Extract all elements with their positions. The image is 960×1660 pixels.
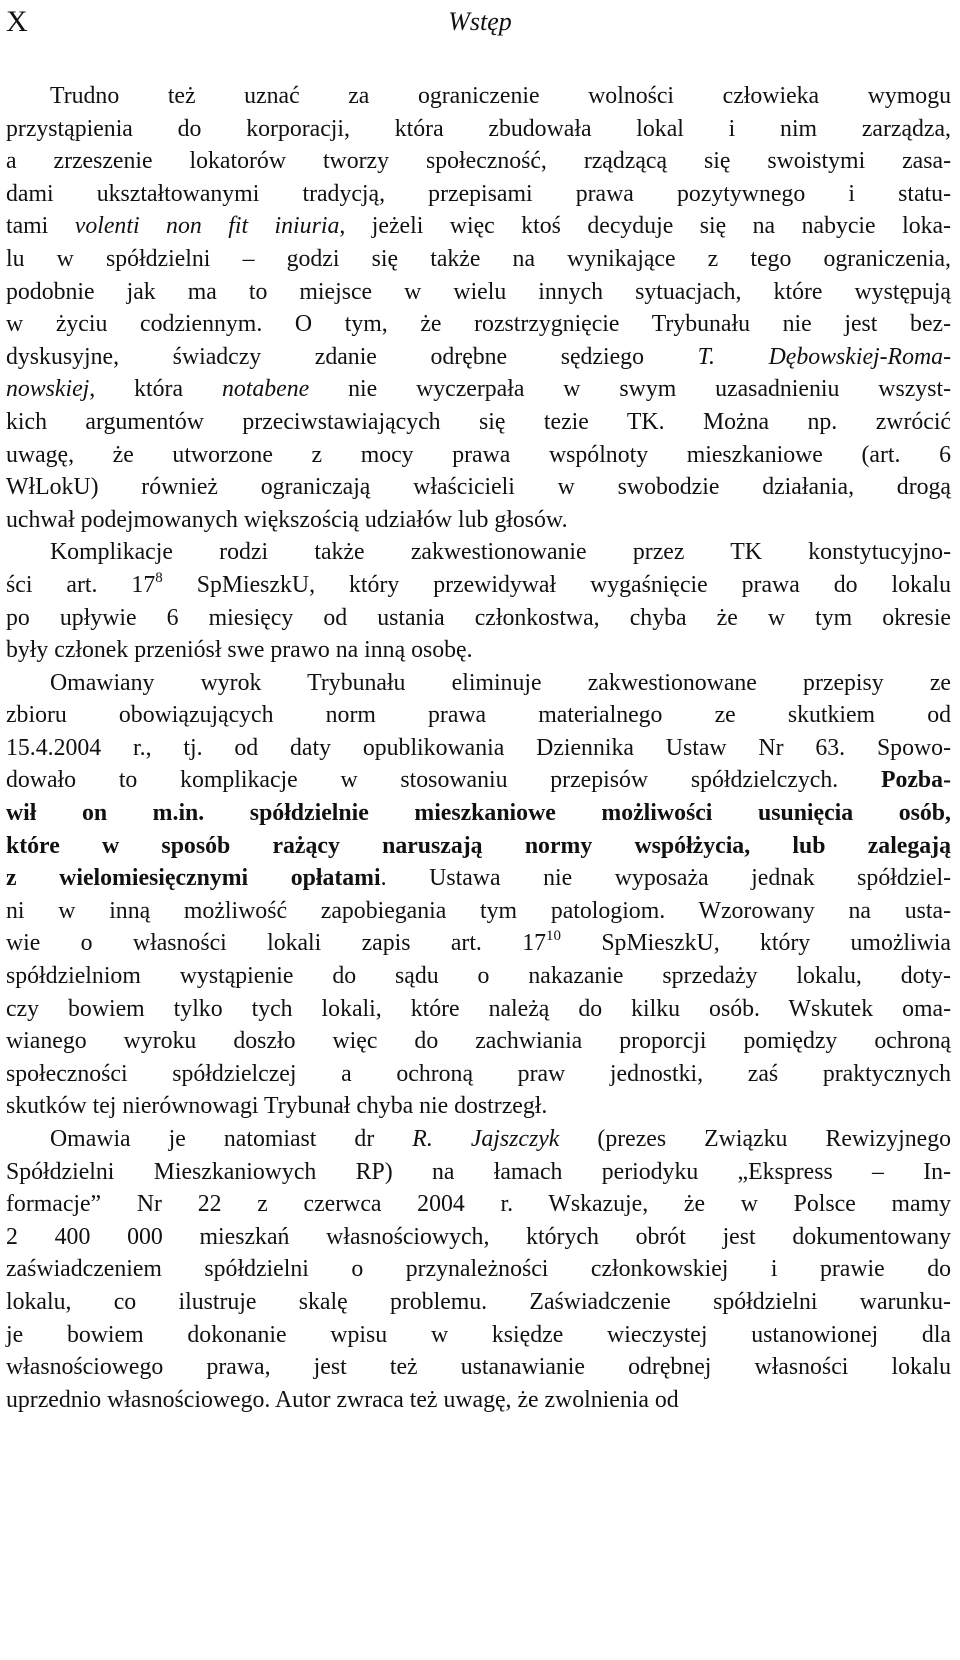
text-run: spółdzielniom wystąpienie do sądu o nakazanie sprzedaży lokalu, doty- [6, 963, 951, 990]
text-run: lokalu, co ilustruje skalę problemu. Zaświadczenie spółdzielni warunku- [6, 1288, 951, 1315]
text-line [6, 439, 951, 472]
text-line [6, 1090, 951, 1123]
text-run: uwagę, że utworzone z mocy prawa wspólnoty mieszkaniowe (art. 6 [6, 441, 951, 468]
text-line [6, 504, 951, 537]
text-run: po upływie 6 miesięcy od ustania członkostwa, chyba że w tym okresie [6, 604, 951, 631]
text-run: Trudno też uznać za ograniczenie wolności człowieka wymogu [50, 83, 951, 109]
text-run: SpMieszkU, który umożliwia [561, 930, 951, 957]
text-line [6, 536, 951, 569]
text-run: volenti non fit iniuria [74, 213, 340, 240]
text-line [6, 1025, 951, 1058]
text-run: (prezes Związku Rewizyjnego [559, 1126, 952, 1152]
text-run: kich argumentów przeciwstawiających się tezie TK. Można np. zwrócić [6, 408, 951, 435]
text-line [6, 210, 951, 243]
running-head: Wstęp [448, 7, 512, 36]
superscript: 10 [546, 928, 561, 945]
text-line [6, 243, 951, 276]
text-run: ni w inną możliwość zapobiegania tym patologiom. Wzorowany na usta- [6, 897, 951, 924]
text-line [6, 960, 951, 993]
text-line [6, 1384, 951, 1417]
text-line [6, 1221, 951, 1254]
text-run: społeczności spółdzielczej a ochroną praw jednostki, zaś praktycznych [6, 1060, 951, 1087]
text-run: wił on m.in. spółdzielnie mieszkaniowe możliwości usunięcia osób, [6, 800, 951, 827]
text-run: formacje” Nr 22 z czerwca 2004 r. Wskazuje, że w Polsce mamy [6, 1191, 951, 1218]
text-run: czy bowiem tylko tych lokali, które należą do kilku osób. Wskutek oma- [6, 995, 951, 1022]
text-line [6, 178, 951, 211]
text-run: WłLokU) również ograniczają właścicieli w swobodzie działania, drogą [6, 474, 951, 501]
text-run: zaświadczeniem spółdzielni o przynależności członkowskiej i prawie do [6, 1256, 951, 1283]
text-line [6, 308, 951, 341]
text-run: Spółdzielni Mieszkaniowych RP) na łamach periodyku „Ekspress – In- [6, 1158, 951, 1185]
text-run: podobnie jak ma to miejsce w wielu innych sytuacjach, które występują [6, 278, 951, 305]
text-line [6, 927, 951, 960]
text-line [6, 406, 951, 439]
text-run: były członek przeniósł swe prawo na inną osobę. [6, 637, 473, 664]
text-run: notabene [221, 376, 310, 403]
text-run: uchwał podejmowanych większością udziałów lub głosów. [6, 506, 568, 533]
text-line [6, 993, 951, 1026]
text-run: ści art. 17 [6, 571, 156, 598]
text-run: R. Jajszczyk [412, 1126, 560, 1152]
text-run: wie o własności lokali zapis art. 17 [6, 930, 546, 957]
text-line [6, 113, 951, 146]
text-run: wianego wyroku doszło więc do zachwiania proporcji pomiędzy ochroną [6, 1028, 951, 1055]
text-line [6, 373, 951, 406]
text-run: z wielomiesięcznymi opłatami [6, 865, 381, 892]
text-line [6, 830, 951, 863]
text-line [6, 764, 951, 797]
text-line [6, 276, 951, 309]
text-run: 15.4.2004 r., tj. od daty opublikowania Dziennika Ustaw Nr 63. Spowo- [6, 734, 951, 761]
text-run: lu w spółdzielni – godzi się także na wynikające z tego ograniczenia, [6, 245, 951, 272]
text-run: nowskiej [6, 376, 90, 403]
text-line [6, 862, 951, 895]
text-run: . Ustawa nie wyposaża jednak spółdziel- [380, 865, 952, 892]
body-text [6, 80, 951, 1416]
text-line [6, 1058, 951, 1091]
text-line [6, 145, 951, 178]
text-line [6, 1188, 951, 1221]
text-run: nie wyczerpała w swym uzasadnieniu wszyst- [309, 376, 951, 403]
text-run: dowało to komplikacje w stosowaniu przepisów spółdzielczych. [6, 767, 881, 794]
text-line [6, 80, 951, 113]
text-line [6, 471, 951, 504]
text-run: a zrzeszenie lokatorów tworzy społeczność, rządzącą się swoistymi zasa- [6, 148, 951, 175]
text-run: przystąpienia do korporacji, która zbudowała lokal i nim zarządza, [6, 115, 951, 142]
text-run: Omawiany wyrok Trybunału eliminuje zakwestionowane przepisy ze [50, 669, 951, 696]
text-run: , która [89, 376, 222, 403]
text-run: Komplikacje rodzi także zakwestionowanie przez TK konstytucyjno- [50, 539, 951, 566]
text-run: tami [6, 213, 75, 240]
text-line [6, 1286, 951, 1319]
text-line [6, 1253, 951, 1286]
text-line [6, 1156, 951, 1189]
superscript: 8 [155, 569, 163, 586]
text-line [6, 1319, 951, 1352]
text-run: SpMieszkU, który przewidywał wygaśnięcie prawa do lokalu [162, 571, 952, 598]
text-run: 2 400 000 mieszkań własnościowych, których obrót jest dokumentowany [6, 1223, 951, 1250]
text-run: uprzednio własnościowego. Autor zwraca też uwagę, że zwolnienia od [6, 1386, 679, 1413]
text-line [6, 667, 951, 700]
text-line [6, 634, 951, 667]
paragraph [6, 536, 951, 666]
text-line [6, 1123, 951, 1156]
text-line [6, 569, 951, 602]
paragraph [6, 80, 951, 536]
text-run: Pozba- [880, 767, 951, 794]
text-run: dami ukształtowanymi tradycją, przepisami prawa pozytywnego i statu- [6, 180, 951, 207]
paragraph [6, 1123, 951, 1416]
text-line [6, 895, 951, 928]
text-line [6, 1351, 951, 1384]
text-run: w życiu codziennym. O tym, że rozstrzygnięcie Trybunału nie jest bez- [6, 311, 951, 338]
text-line [6, 797, 951, 830]
text-run: skutków tej nierównowagi Trybunał chyba nie dostrzegł. [6, 1093, 548, 1120]
text-run: je bowiem dokonanie wpisu w księdze wieczystej ustanowionej dla [6, 1321, 951, 1348]
paragraph [6, 667, 951, 1123]
text-run: Omawia je natomiast dr [50, 1126, 413, 1152]
text-line [6, 341, 951, 374]
text-line [6, 602, 951, 635]
text-run: własnościowego prawa, jest też ustanawianie odrębnej własności lokalu [6, 1354, 951, 1381]
text-run: , jeżeli więc ktoś decyduje się na nabycie loka- [339, 213, 951, 240]
text-run: T. Dębowskiej-Roma- [697, 343, 951, 370]
text-run: zbioru obowiązujących norm prawa materialnego ze skutkiem od [6, 702, 951, 729]
text-run: dyskusyjne, świadczy zdanie odrębne sędziego [6, 343, 698, 370]
text-line [6, 732, 951, 765]
text-run: które w sposób rażący naruszają normy współżycia, lub zalegają [6, 832, 951, 859]
page-number: X [6, 5, 28, 38]
text-line [6, 699, 951, 732]
